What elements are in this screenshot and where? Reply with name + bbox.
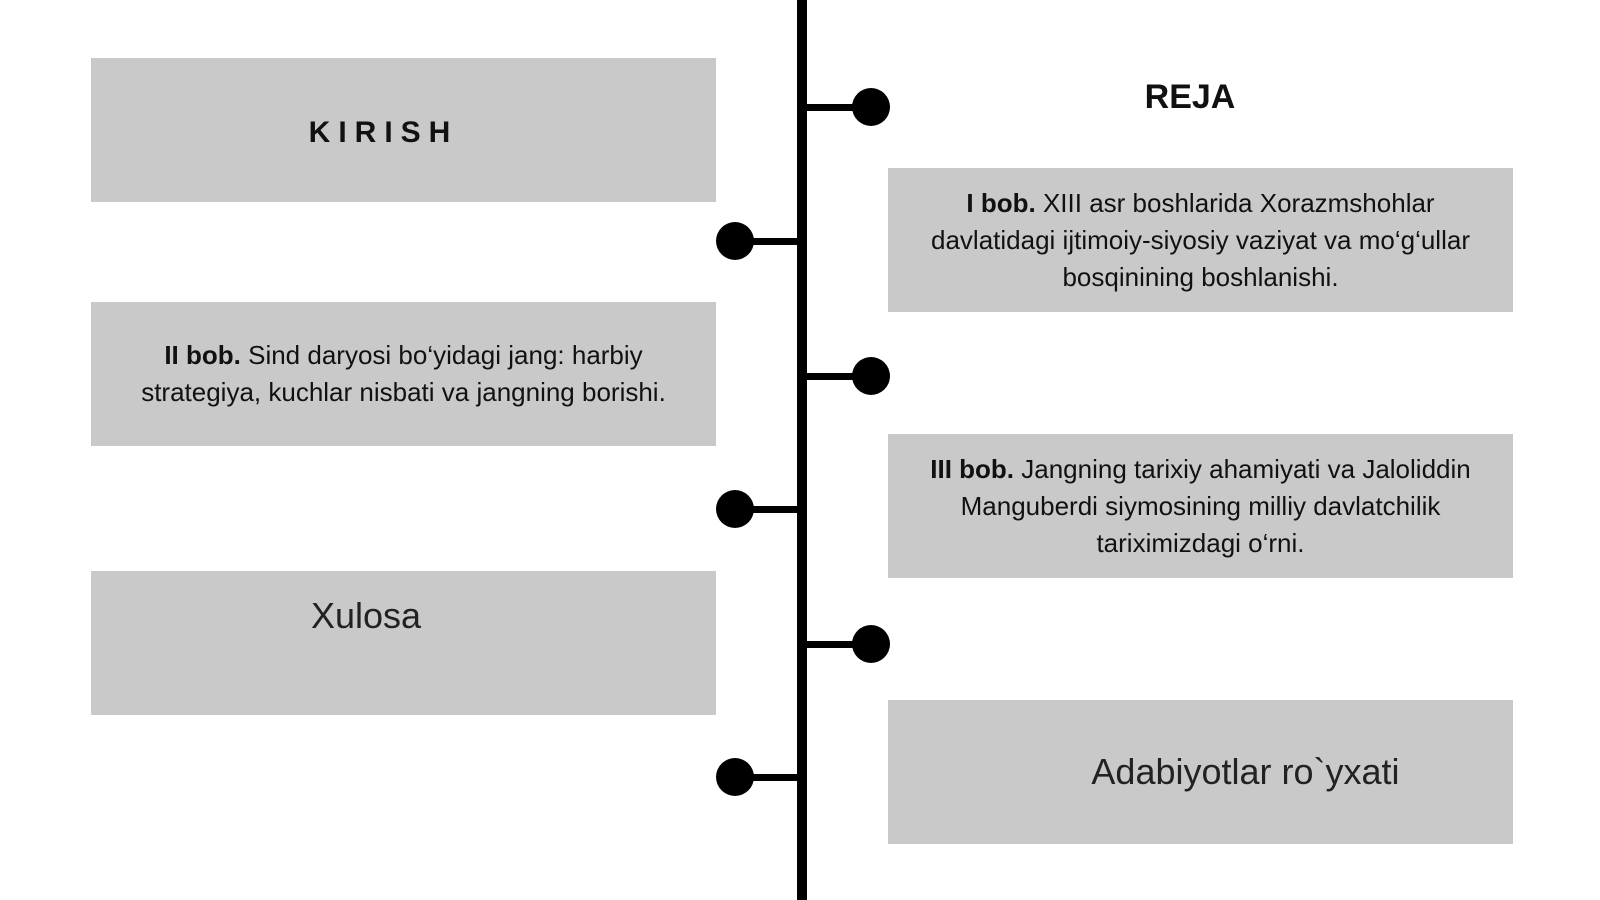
connector-dot-left-1 (716, 222, 754, 260)
xulosa-label: Xulosa (310, 595, 422, 636)
adabiyotlar-label: Adabiyotlar ro`yxati (1091, 751, 1400, 792)
chapter-1-box (888, 168, 1513, 312)
kirish-box (91, 58, 716, 202)
xulosa-box (91, 571, 716, 715)
plan-heading: REJA (1144, 78, 1236, 116)
chapter-3-box (888, 434, 1513, 578)
chapter-2-text (91, 337, 716, 411)
chapter-1-prefix: I bob. (966, 187, 1036, 218)
chapter-2-box (91, 302, 716, 446)
adabiyotlar-box (888, 700, 1513, 844)
connector-dot-right-1 (852, 88, 890, 126)
connector-dot-right-3 (852, 625, 890, 663)
kirish-label: KIRISH (308, 116, 459, 149)
connector-dot-left-3 (716, 758, 754, 796)
chapter-3-text (888, 451, 1513, 562)
chapter-2-prefix: II bob. (164, 340, 241, 370)
connector-dot-left-2 (716, 490, 754, 528)
chapter-3-title: Jangning tarixiy ahamiyati va Jaloliddin Manguberdi siymosining milliy davlatchilik tariximizdagi o‘rni. (960, 453, 1471, 558)
chapter-2-title: Sind daryosi bo‘yidagi jang: harbiy strategiya, kuchlar nisbati va jangning borishi. (141, 340, 666, 407)
timeline-spine (797, 0, 807, 900)
chapter-1-title: XIII asr boshlarida Xorazmshohlar davlatidagi ijtimoiy-siyosiy vaziyat va mo‘g‘ullar bosqinining boshlanishi. (931, 187, 1470, 292)
chapter-1-text (888, 185, 1513, 296)
connector-dot-right-2 (852, 357, 890, 395)
chapter-3-prefix: III bob. (930, 453, 1015, 484)
